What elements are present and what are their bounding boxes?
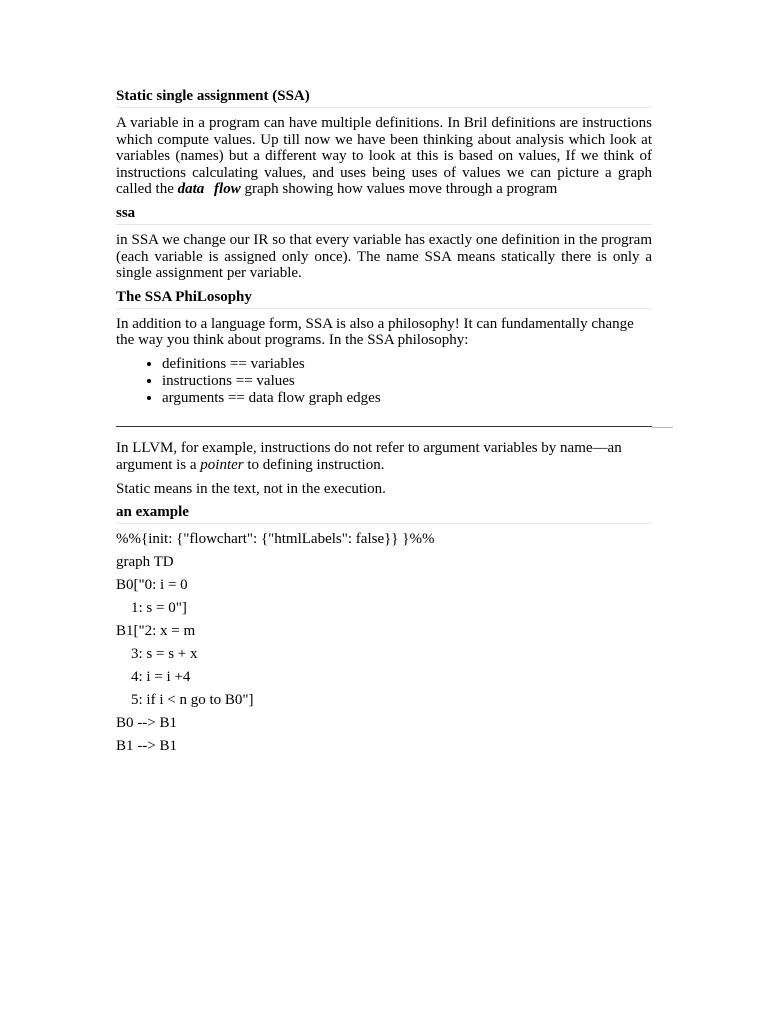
code-line: 4: i = i +4	[131, 669, 191, 686]
paragraph-data-flow-intro	[116, 115, 652, 198]
code-line: B1["2: x = m	[116, 623, 196, 640]
code-line: graph TD	[116, 554, 174, 571]
paragraph-llvm	[116, 440, 652, 473]
data-flow-emphasis: data flow	[177, 181, 241, 198]
data-flow-text-before: A variable in a program can have multiple definitions. In Bril definitions are instructions which compute values. Up till now we have been thinking about analysis which look at variables (names) but a different way to look at this is based on values, If we think of instructions calculating values, and uses being uses of values we can picture a graph called the	[116, 115, 652, 198]
paragraph-static-meaning: Static means in the text, not in the execution.	[116, 480, 386, 497]
list-item: • definitions == variables	[162, 356, 652, 373]
list-item: • arguments == data flow graph edges	[162, 390, 652, 407]
heading-static-single-assignment: Static single assignment (SSA)	[116, 88, 652, 108]
code-line: 5: if i < n go to B0"]	[131, 692, 254, 709]
mermaid-example-block	[116, 531, 652, 755]
list-item: • instructions == values	[162, 373, 652, 390]
paragraph-ssa-definition: in SSA we change our IR so that every variable has exactly one definition in the program (each variable is assigned only once). The name SSA means statically there is only a single assignment per variable.	[116, 231, 652, 282]
code-line: B0 --> B1	[116, 715, 177, 732]
horizontal-rule-line	[116, 426, 652, 427]
llvm-text-before: In LLVM, for example, instructions do not refer to argument variables by name—an argument is a	[116, 440, 622, 473]
code-line: 1: s = 0"]	[131, 600, 187, 617]
philosophy-bullet-list	[116, 356, 652, 406]
code-line: B0["0: i = 0	[116, 577, 188, 594]
heading-ssa: ssa	[116, 205, 652, 225]
code-line: %%{init: {"flowchart": {"htmlLabels": false}} }%%	[116, 531, 435, 548]
data-flow-text-after: graph showing how values move through a program	[240, 181, 558, 198]
content-column	[116, 88, 652, 761]
heading-ssa-philosophy: The SSA PhiLosophy	[116, 289, 652, 309]
horizontal-rule	[116, 414, 652, 440]
horizontal-rule-extension	[652, 427, 673, 428]
llvm-text-after: to defining instruction.	[243, 456, 385, 473]
code-line: B1 --> B1	[116, 738, 177, 755]
pointer-emphasis: pointer	[200, 456, 244, 473]
paragraph-ssa-philosophy: In addition to a language form, SSA is also a philosophy! It can fundamentally change the way you think about programs. In the SSA philosophy:	[116, 315, 634, 349]
heading-an-example: an example	[116, 504, 652, 524]
code-line: 3: s = s + x	[131, 646, 198, 663]
